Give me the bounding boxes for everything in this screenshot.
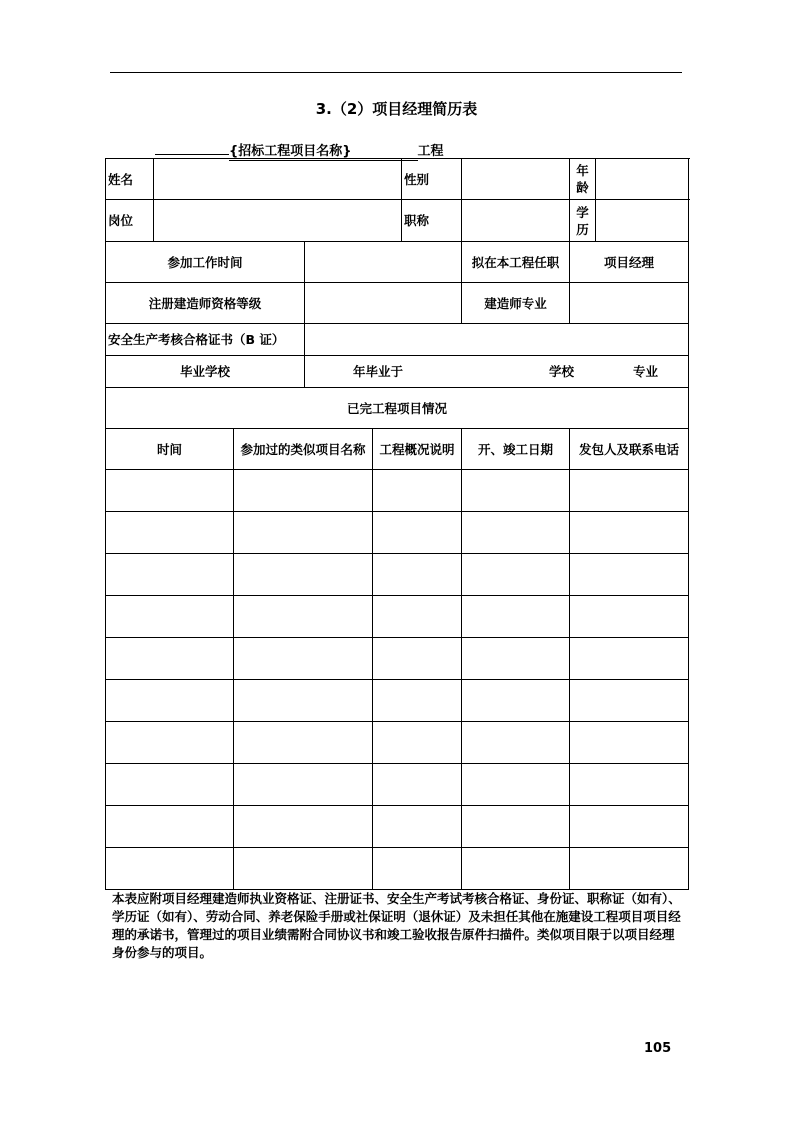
cell-contact[interactable]: [570, 722, 689, 764]
cell-time[interactable]: [106, 638, 234, 680]
gender-field[interactable]: [462, 159, 570, 200]
cell-time[interactable]: [106, 722, 234, 764]
cert-level-label: 注册建造师资格等级: [106, 283, 305, 324]
builder-major-field[interactable]: [570, 283, 689, 324]
graduated-label: 年毕业于: [353, 363, 404, 379]
table-row: [106, 722, 689, 764]
cell-time[interactable]: [106, 806, 234, 848]
table-row: [106, 470, 689, 512]
cell-overview[interactable]: [373, 806, 462, 848]
cell-dates[interactable]: [462, 512, 570, 554]
school-label: 毕业学校: [106, 356, 305, 388]
cell-contact[interactable]: [570, 806, 689, 848]
age-label: 年龄: [570, 159, 596, 200]
proposed-role-label: 拟在本工程任职: [462, 242, 570, 283]
cell-overview[interactable]: [373, 596, 462, 638]
cell-contact[interactable]: [570, 680, 689, 722]
proposed-role-value: 项目经理: [570, 242, 689, 283]
gender-label: 性别: [402, 159, 462, 200]
position-field[interactable]: [154, 200, 402, 242]
cell-contact[interactable]: [570, 512, 689, 554]
name-label: 姓名: [106, 159, 154, 200]
col-client-contact: 发包人及联系电话: [570, 429, 689, 470]
builder-major-label: 建造师专业: [462, 283, 570, 324]
table-row: [106, 848, 689, 890]
cell-contact[interactable]: [570, 848, 689, 890]
col-project-overview: 工程概况说明: [373, 429, 462, 470]
graduation-field[interactable]: [305, 356, 689, 388]
table-row: [106, 764, 689, 806]
page-number: 105: [644, 1041, 672, 1056]
cell-dates[interactable]: [462, 806, 570, 848]
project-name-text: {招标工程项目名称}: [229, 144, 352, 159]
cell-time[interactable]: [106, 848, 234, 890]
education-label: 学历: [570, 200, 596, 242]
major-word: 专业: [633, 363, 659, 379]
cell-overview[interactable]: [373, 554, 462, 596]
safety-cert-field[interactable]: [305, 324, 689, 356]
blank-underline: [155, 154, 229, 155]
cert-level-field[interactable]: [305, 283, 462, 324]
cell-time[interactable]: [106, 554, 234, 596]
table-row: [106, 680, 689, 722]
table-row: [106, 596, 689, 638]
cell-contact[interactable]: [570, 764, 689, 806]
cell-project[interactable]: [234, 470, 373, 512]
cell-project[interactable]: [234, 848, 373, 890]
position-label: 岗位: [106, 200, 154, 242]
footnote: 本表应附项目经理建造师执业资格证、注册证书、安全生产考试考核合格证、身份证、职称证（如有）、学历证（如有）、劳动合同、养老保险手册或社保证明（退休证）及未担任其他在施建设工程项目项目经理的承诺书，管理过的项目业绩需附合同协议书和竣工验收报告原件扫描件。类似项目限于以项目经理身份参与的项目。: [112, 891, 681, 960]
cell-time[interactable]: [106, 680, 234, 722]
cell-dates[interactable]: [462, 764, 570, 806]
cell-project[interactable]: [234, 680, 373, 722]
cell-contact[interactable]: [570, 638, 689, 680]
title-label: 职称: [402, 200, 462, 242]
cell-dates[interactable]: [462, 554, 570, 596]
safety-cert-label: 安全生产考核合格证书（B 证）: [106, 324, 305, 356]
cell-project[interactable]: [234, 638, 373, 680]
cell-overview[interactable]: [373, 764, 462, 806]
col-time: 时间: [106, 429, 234, 470]
work-start-label: 参加工作时间: [106, 242, 305, 283]
cell-project[interactable]: [234, 554, 373, 596]
page-title: 3.（2）项目经理简历表: [315, 100, 478, 118]
cell-dates[interactable]: [462, 596, 570, 638]
table-row: [106, 554, 689, 596]
cell-overview[interactable]: [373, 470, 462, 512]
col-similar-project: 参加过的类似项目名称: [234, 429, 373, 470]
cell-project[interactable]: [234, 512, 373, 554]
cell-time[interactable]: [106, 470, 234, 512]
cell-dates[interactable]: [462, 722, 570, 764]
cell-dates[interactable]: [462, 680, 570, 722]
cell-overview[interactable]: [373, 512, 462, 554]
col-start-end-dates: 开、竣工日期: [462, 429, 570, 470]
cell-contact[interactable]: [570, 596, 689, 638]
school-word: 学校: [549, 363, 575, 379]
cell-time[interactable]: [106, 596, 234, 638]
age-field[interactable]: [596, 159, 689, 200]
cell-time[interactable]: [106, 512, 234, 554]
work-start-field[interactable]: [305, 242, 462, 283]
education-field[interactable]: [596, 200, 689, 242]
completed-projects-header: 已完工程项目情况: [106, 388, 689, 429]
title-field[interactable]: [462, 200, 570, 242]
cell-overview[interactable]: [373, 722, 462, 764]
cell-contact[interactable]: [570, 554, 689, 596]
table-row: [106, 638, 689, 680]
cell-contact[interactable]: [570, 470, 689, 512]
cell-dates[interactable]: [462, 848, 570, 890]
cell-project[interactable]: [234, 596, 373, 638]
cell-overview[interactable]: [373, 638, 462, 680]
cell-overview[interactable]: [373, 680, 462, 722]
header-rule: [110, 72, 682, 73]
cell-project[interactable]: [234, 806, 373, 848]
project-suffix: 工程: [417, 144, 444, 159]
cell-project[interactable]: [234, 722, 373, 764]
cell-dates[interactable]: [462, 638, 570, 680]
resume-table: [105, 158, 689, 890]
cell-dates[interactable]: [462, 470, 570, 512]
table-row: [106, 806, 689, 848]
name-field[interactable]: [154, 159, 402, 200]
cell-time[interactable]: [106, 764, 234, 806]
cell-overview[interactable]: [373, 848, 462, 890]
cell-project[interactable]: [234, 764, 373, 806]
table-row: [106, 512, 689, 554]
